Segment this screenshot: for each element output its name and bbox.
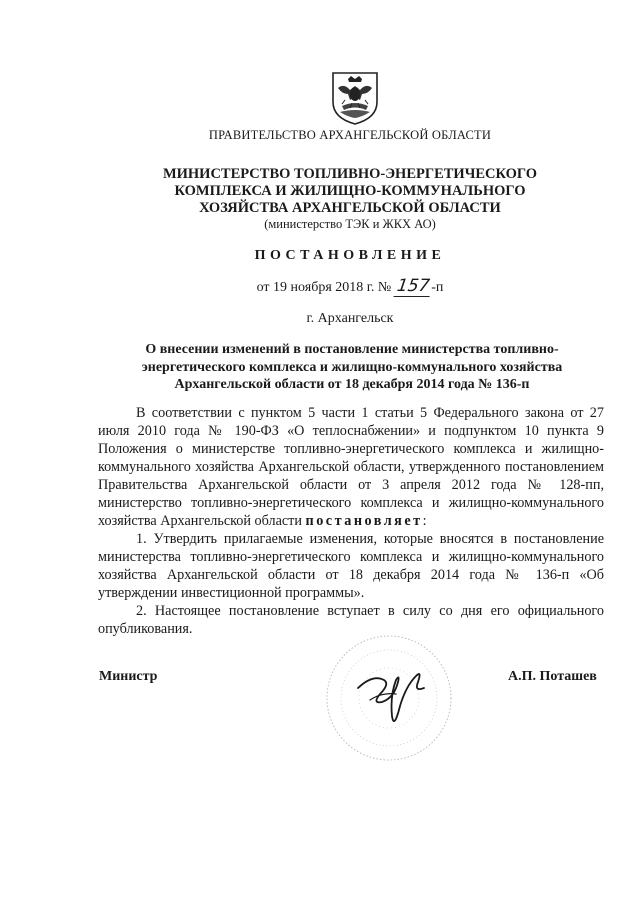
document-number-suffix: -п (431, 280, 444, 295)
document-date-number (90, 276, 610, 297)
document-body (98, 404, 604, 638)
document-type: ПОСТАНОВЛЕНИЕ (254, 248, 446, 263)
ministry-name (90, 166, 610, 217)
ministry-short-name: (министерство ТЭК и ЖКХ АО) (264, 217, 436, 231)
signatory-name: А.П. Поташев (508, 669, 597, 684)
preamble-paragraph (98, 404, 604, 530)
ministry-name-line: ХОЗЯЙСТВА АРХАНГЕЛЬСКОЙ ОБЛАСТИ (199, 200, 501, 216)
document-title-line: энергетического комплекса и жилищно-коммунального хозяйства (141, 359, 563, 375)
ministry-name-line: КОМПЛЕКСА И ЖИЛИЩНО-КОММУНАЛЬНОГО (174, 183, 526, 199)
government-name: ПРАВИТЕЛЬСТВО АРХАНГЕЛЬСКОЙ ОБЛАСТИ (208, 128, 492, 142)
decree-item-2: 2. Настоящее постановление вступает в силу со дня его официального опубликования. (98, 603, 604, 637)
signatory-position: Министр (99, 669, 158, 684)
document-title (96, 341, 608, 394)
ministry-name-line: МИНИСТЕРСТВО ТОПЛИВНО-ЭНЕРГЕТИЧЕСКОГО (162, 166, 538, 182)
seal-signature-icon (318, 630, 460, 765)
handwritten-document-number: 157 (393, 276, 432, 297)
preamble-text: В соответствии с пунктом 5 части 1 статьи 5 Федерального закона от 27 июля 2010 года № 190-ФЗ «О теплоснабжении» и подпунктом 10 пункта 9 Положения о министерстве топливно-энергетического комплекса и жилищно-коммунального хозяйства Архангельской области, утвержденного постановлением Правительства Архангельской области от 3 апреля 2012 года № 128-пп, министерство топливно-энергетического комплекса и жилищно-коммунального хозяйства Архангельской области (98, 405, 604, 529)
document-date: от 19 ноября 2018 г. № (256, 280, 392, 295)
document-title-line: О внесении изменений в постановление министерства топливно- (145, 342, 559, 357)
decree-item-1: 1. Утвердить прилагаемые изменения, которые вносятся в постановление министерства топливно-энергетического комплекса и жилищно-коммунального хозяйства Архангельской области от 18 декабря 2014 года № 136-п «Об утверждении инвестиционной программы». (98, 531, 604, 601)
document-title-line: Архангельской области от 18 декабря 2014 года № 136-п (174, 377, 530, 392)
coat-of-arms-icon (330, 70, 380, 126)
preamble-end: : (422, 513, 427, 529)
document-city: г. Архангельск (306, 311, 394, 326)
decree-keyword: постановляет (305, 513, 423, 529)
